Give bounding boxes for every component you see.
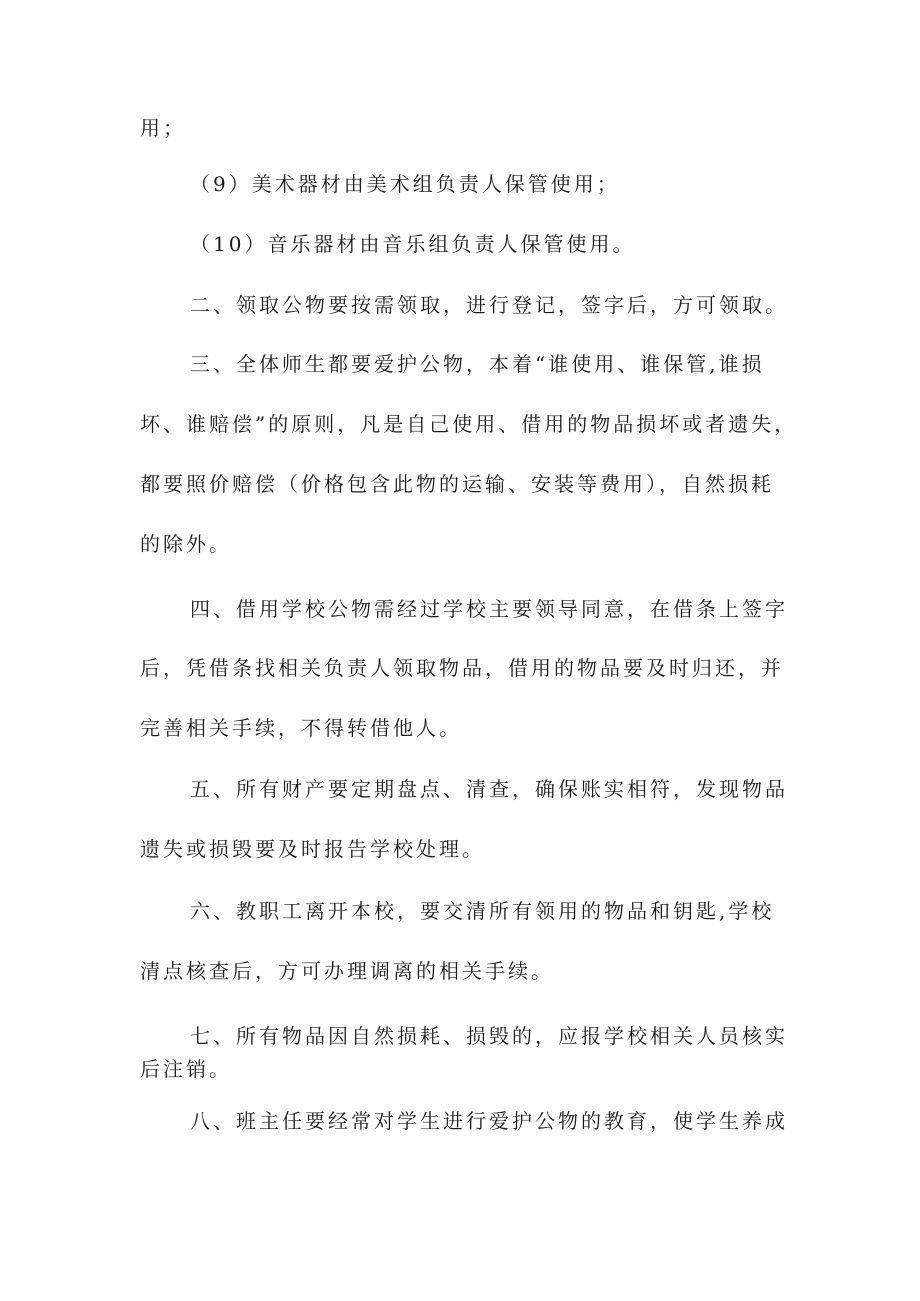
text-line: 清点核查后，方可办理调离的相关手续。 bbox=[140, 959, 554, 983]
text-line: 坏、谁赔偿”的原则，凡是自己使用、借用的物品损坏或者遗失， bbox=[140, 412, 798, 436]
text-line: 用； bbox=[140, 116, 186, 140]
text-line: 完善相关手续，不得转借他人。 bbox=[140, 716, 462, 740]
text-line: 后，凭借条找相关负责人领取物品，借用的物品要及时归还，并 bbox=[140, 656, 784, 680]
text-line: 五、所有财产要定期盘点、清查，确保账实相符，发现物品 bbox=[190, 777, 788, 801]
text-line: （10）音乐器材由音乐组负责人保管使用。 bbox=[190, 232, 636, 256]
text-line: 都要照价赔偿（价格包含此物的运输、安装等费用），自然损耗 bbox=[140, 472, 774, 496]
text-line: 三、全体师生都要爱护公物，本着“谁使用、谁保管,谁损 bbox=[190, 352, 765, 376]
text-line: 四、借用学校公物需经过学校主要领导同意，在借条上签字 bbox=[190, 597, 788, 621]
text-line: （9）美术器材由美术组负责人保管使用； bbox=[190, 172, 620, 196]
text-line: 的除外。 bbox=[140, 532, 232, 556]
text-line: 七、所有物品因自然损耗、损毁的，应报学校相关人员核实 bbox=[190, 1024, 788, 1048]
text-line: 后注销。 bbox=[140, 1057, 232, 1081]
text-line: 六、教职工离开本校，要交清所有领用的物品和钥匙,学校 bbox=[190, 899, 775, 923]
text-line: 八、班主任要经常对学生进行爱护公物的教育，使学生养成 bbox=[190, 1109, 788, 1133]
text-line: 二、领取公物要按需领取，进行登记，签字后，方可领取。 bbox=[190, 293, 788, 317]
text-line: 遗失或损毁要及时报告学校处理。 bbox=[140, 837, 485, 861]
